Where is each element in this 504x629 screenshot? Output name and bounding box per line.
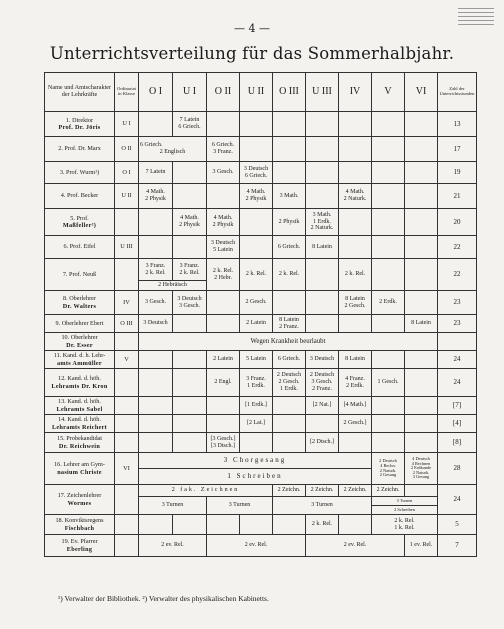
teacher-name: 15. Probekandidat Dr. Reichwein — [45, 433, 115, 453]
lesson-cell: 3 Gesch. — [139, 291, 173, 315]
total-hours: 19 — [438, 162, 477, 184]
lesson-cell: 4 Deutsch 4 Rechnen 2 Erdkunde 2 Naturk. 3 Gesang — [405, 453, 438, 485]
lesson-cell: [2 Dtsch.] — [306, 433, 339, 453]
lesson-cell: 3 Turnen — [273, 497, 372, 515]
lesson-cell: 2 Zeichn. — [339, 485, 372, 497]
total-hours: 24 — [438, 369, 477, 397]
teacher-row — [45, 333, 477, 351]
teacher-name: 3. Prof. Wurm¹) — [45, 162, 115, 184]
total-hours: [7] — [438, 397, 477, 415]
teacher-row — [45, 291, 477, 315]
teacher-name: 16. Lehrer am Gym- nasium Christe — [45, 453, 115, 485]
lesson-cell: 7 Latein — [139, 162, 173, 184]
total-hours: 24 — [438, 485, 477, 515]
teacher-row — [45, 162, 477, 184]
total-hours: 23 — [438, 291, 477, 315]
teacher-name: 7. Prof. Neuß — [45, 259, 115, 291]
ordinariat-cell: U I — [115, 112, 139, 137]
teacher-name: 18. Konviktsregens Fischbach — [45, 515, 115, 535]
lesson-cell: 2 Deutsch 2 Gesch. 1 Erdk. — [273, 369, 306, 397]
lesson-cell: 6 Griech. 2 Englisch — [139, 137, 207, 162]
teacher-row — [45, 236, 477, 259]
total-hours: 28 — [438, 453, 477, 485]
teacher-row — [45, 259, 477, 281]
ordinariat-cell: V — [115, 351, 139, 369]
page-edge-mark — [458, 8, 494, 36]
lesson-cell: 3 Franz. 2 k. Rel. — [173, 259, 207, 281]
lesson-cell: 2 Erdk. — [372, 291, 405, 315]
header-class-oiii: O III — [273, 73, 306, 112]
lesson-cell: [2 Nat.] — [306, 397, 339, 415]
teacher-row — [45, 184, 477, 209]
teacher-row — [45, 515, 477, 535]
lesson-cell: 4 Franz. 2 Erdk. — [339, 369, 372, 397]
total-hours: 24 — [438, 351, 477, 369]
lesson-cell: 2 Physik — [273, 209, 306, 236]
teacher-name: 17. Zeichenlehrer Wormes — [45, 485, 115, 515]
header-class-ui: U I — [173, 73, 207, 112]
teacher-row — [45, 535, 477, 557]
lesson-cell: 2 Deutsch 3 Gesch. 2 Franz. — [306, 369, 339, 397]
teacher-row — [45, 433, 477, 453]
lesson-cell: 2 k. Rel. — [306, 515, 339, 535]
lesson-cell: [2 Lat.] — [240, 415, 273, 433]
header-class-v: V — [372, 73, 405, 112]
lesson-cell: 2 ev. Rel. — [207, 535, 306, 557]
lesson-cell: 8 Latein 2 Gesch. — [339, 291, 372, 315]
lesson-cell: 7 Latein 6 Griech. — [173, 112, 207, 137]
teacher-name: 11. Kand. d. h. Lehr- amts Ammüller — [45, 351, 115, 369]
lesson-cell: 8 Latein — [306, 236, 339, 259]
lesson-cell: 2 Deutsch 4 Rechn. 2 Naturk. 2 Gesang — [372, 453, 405, 485]
lesson-cell: 1 Schreiben — [139, 469, 372, 485]
header-total: Zahl der Unterrichtsstunden — [438, 73, 477, 112]
lesson-cell: 6 Griech. 3 Franz. — [207, 137, 240, 162]
lesson-cell: 2 ev. Rel. — [306, 535, 405, 557]
total-hours: 22 — [438, 236, 477, 259]
lesson-cell: 3 Turnen — [139, 497, 207, 515]
lesson-cell: 3 Deutsch 3 Gesch. — [173, 291, 207, 315]
lesson-cell: 4 Math. 2 Physik — [139, 184, 173, 209]
lesson-cell: 3 Deutsch — [306, 351, 339, 369]
lesson-cell: 5 Latein — [240, 351, 273, 369]
total-hours: 23 — [438, 315, 477, 333]
lesson-cell: 4 Math. 2 Physik — [207, 209, 240, 236]
lesson-cell: [4 Math.] — [339, 397, 372, 415]
teacher-name: 19. Ev. Pfarrer Eberling — [45, 535, 115, 557]
lesson-cell: 3 Turnen — [207, 497, 273, 515]
total-hours: 7 — [438, 535, 477, 557]
ordinariat-cell: O III — [115, 315, 139, 333]
total-hours: [4] — [438, 415, 477, 433]
teacher-name: 10. Oberlehrer Dr. Esser — [45, 333, 115, 351]
lesson-cell: 2 ev. Rel. — [139, 535, 207, 557]
teacher-row — [45, 415, 477, 433]
lesson-cell: 2 Schreiben — [372, 506, 438, 515]
lesson-cell: 3 Chorgesang — [139, 453, 372, 469]
lesson-cell: 3 Deutsch 5 Latein — [207, 236, 240, 259]
ordinariat-cell: IV — [115, 291, 139, 315]
ordinariat-cell: O I — [115, 162, 139, 184]
teacher-row — [45, 351, 477, 369]
lesson-cell: 2 Hebräisch — [139, 281, 207, 291]
lesson-cell: 6 Griech. — [273, 236, 306, 259]
header-name: Name und Amtscharakter der Lehrkräfte — [45, 73, 115, 112]
teacher-row — [45, 137, 477, 162]
lesson-cell: 4 Math. 2 Physik — [240, 184, 273, 209]
lesson-cell: 8 Latein 2 Franz. — [273, 315, 306, 333]
lesson-cell: 2 Zeichn. — [372, 485, 405, 497]
lesson-cell: 2 Latein — [240, 315, 273, 333]
teacher-name: 12. Kand. d. höh. Lehramts Dr. Kron — [45, 369, 115, 397]
lesson-cell: 3 Turnen — [372, 497, 438, 506]
teacher-row — [45, 397, 477, 415]
lesson-cell: [3 Gesch.] [3 Dtsch.] — [207, 433, 240, 453]
lesson-cell: 2 Gesch.] — [339, 415, 372, 433]
total-hours: [8] — [438, 433, 477, 453]
total-hours: 20 — [438, 209, 477, 236]
lesson-cell: 2 k. Rel. 2 Hebr. — [207, 259, 240, 291]
lesson-cell: 2 k. Rel. 1 k. Rel. — [372, 515, 438, 535]
total-hours: 17 — [438, 137, 477, 162]
page-title: Unterrichtsverteilung für das Sommerhalbjahr. — [49, 44, 455, 63]
ordinariat-cell: U III — [115, 236, 139, 259]
teacher-name: 14. Kand. d. höh. Lehramts Reichert — [45, 415, 115, 433]
lesson-cell: 2 k. Rel. — [339, 259, 372, 291]
teacher-row — [45, 315, 477, 333]
lesson-cell: 2 Latein — [207, 351, 240, 369]
teacher-name: 9. Oberlehrer Ebert — [45, 315, 115, 333]
header-ordinariat: Ordinariat in Klasse — [115, 73, 139, 112]
lesson-cell: 3 Deutsch — [139, 315, 173, 333]
teacher-name: 2. Prof. Dr. Marx — [45, 137, 115, 162]
page-number: — 4 — — [234, 22, 270, 35]
ordinariat-cell: U II — [115, 184, 139, 209]
lesson-cell: 3 Deutsch 6 Griech. — [240, 162, 273, 184]
lesson-cell: 3 Franz. 1 Erdk. — [240, 369, 273, 397]
total-hours: 13 — [438, 112, 477, 137]
header-class-uiii: U III — [306, 73, 339, 112]
header-class-oii: O II — [207, 73, 240, 112]
total-hours: 22 — [438, 259, 477, 291]
header-class-iv: IV — [339, 73, 372, 112]
teacher-name: 6. Prof. Eifel — [45, 236, 115, 259]
header-row — [45, 73, 477, 112]
ordinariat-cell: O II — [115, 137, 139, 162]
teacher-name: 1. Direktor Prof. Dr. Jöris — [45, 112, 115, 137]
lesson-cell: 2 k. Rel. — [240, 259, 273, 291]
lesson-cell: 8 Latein — [405, 315, 438, 333]
lesson-cell: 2 Zeichn. — [273, 485, 306, 497]
ordinariat-cell: VI — [115, 453, 139, 485]
lesson-cell: 3 Math. — [273, 184, 306, 209]
teacher-name: 4. Prof. Becker — [45, 184, 115, 209]
header-class-oi: O I — [139, 73, 173, 112]
total-hours: 5 — [438, 515, 477, 535]
lesson-cell: 3 Franz. 2 k. Rel. — [139, 259, 173, 281]
leave-note: Wegen Krankheit beurlaubt — [139, 333, 438, 351]
footnote: ¹) Verwalter der Bibliothek. ²) Verwalter des physikalischen Kabinetts. — [58, 594, 269, 603]
teacher-name: 13. Kand. d. höh. Lehramts Sabel — [45, 397, 115, 415]
lesson-cell: 8 Latein — [339, 351, 372, 369]
header-class-vi: VI — [405, 73, 438, 112]
lesson-cell: 1 ev. Rel. — [405, 535, 438, 557]
teacher-row — [45, 369, 477, 397]
lesson-cell: [1 Erdk.] — [240, 397, 273, 415]
lesson-cell: 2 Engl. — [207, 369, 240, 397]
lesson-cell: 2 Zeichn. — [306, 485, 339, 497]
lesson-cell: 3 Math. 1 Erdk. 2 Naturk. — [306, 209, 339, 236]
lesson-cell: 2 Gesch. — [240, 291, 273, 315]
lesson-cell: 6 Griech. — [273, 351, 306, 369]
lesson-cell: 3 Gesch. — [207, 162, 240, 184]
teacher-row — [45, 209, 477, 236]
lesson-cell: 2 k. Rel. — [273, 259, 306, 291]
teacher-row — [45, 453, 477, 469]
teacher-row — [45, 112, 477, 137]
lesson-cell: 1 Gesch. — [372, 369, 405, 397]
header-class-uii: U II — [240, 73, 273, 112]
lesson-cell: 4 Math. 2 Naturk. — [339, 184, 372, 209]
lesson-cell: 4 Math. 2 Physik — [173, 209, 207, 236]
lesson-cell: 2 fak. Zeichnen — [139, 485, 273, 497]
total-hours: 21 — [438, 184, 477, 209]
teacher-name: 5. Prof. Maßfeller²) — [45, 209, 115, 236]
schedule-table — [44, 72, 477, 557]
teacher-row — [45, 485, 477, 497]
teacher-name: 8. Oberlehrer Dr. Walters — [45, 291, 115, 315]
